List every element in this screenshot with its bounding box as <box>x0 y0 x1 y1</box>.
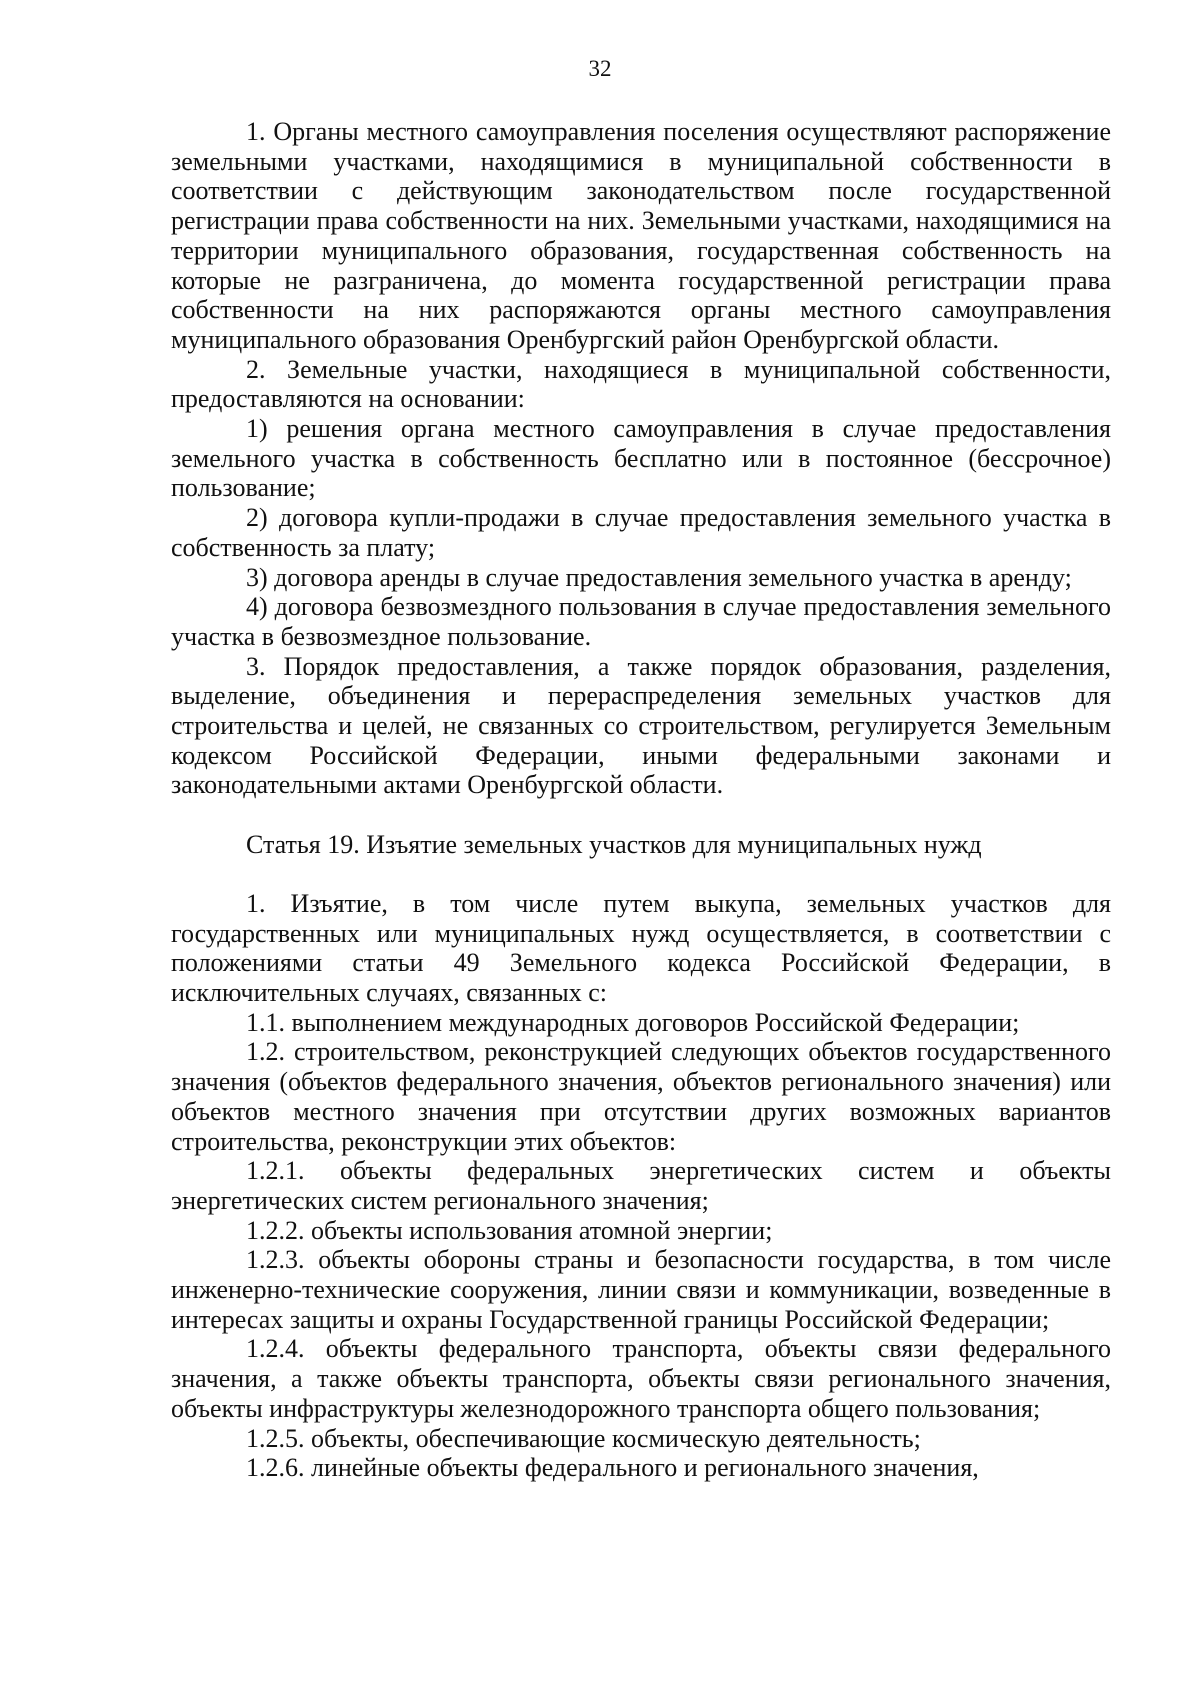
item-1-2-5: 1.2.5. объекты, обеспечивающие космическую деятельность; <box>246 1423 921 1453</box>
page-number: 32 <box>588 56 612 81</box>
list-item-2-sale-contract: 2) договора купли-продажи в случае предоставления земельного участка в собственность за плату; <box>171 503 1111 562</box>
item-1-2-4: 1.2.4. объекты федерального транспорта, объекты связи федерального значения, а также объекты транспорта, объекты связи регионального значения, объекты инфраструктуры железнодорожного транспорта общего пользования; <box>171 1334 1111 1423</box>
list-item-4-free-use-contract: 4) договора безвозмездного пользования в случае предоставления земельного участка в безвозмездное пользование. <box>171 592 1111 651</box>
item-1-2: 1.2. строительством, реконструкцией следующих объектов государственного значения (объектов федерального значения, объектов регионального значения) или объектов местного значения при отсутствии других возможных вариантов строительства, реконструкции этих объектов: <box>171 1037 1111 1156</box>
paragraph-seizure: 1. Изъятие, в том числе путем выкупа, земельных участков для государственных или муниципальных нужд осуществляется, в соответствии с положениями статьи 49 Земельного кодекса Российской Федерации, в исключительных случаях, связанных с: <box>171 888 1111 1007</box>
item-1-1: 1.1. выполнением международных договоров Российской Федерации; <box>246 1007 1020 1037</box>
paragraph-1-organs-disposal: 1. Органы местного самоуправления поселения осуществляют распоряжение земельными участками, находящимися в муниципальной собственности в соответствии с действующим законодательством после государственной регистрации права собственности на них. Земельными участками, находящимися на территории муниципального образования, государственная собственность на которые не разграничена, до момента государственной регистрации права собственности на них распоряжаются органы местного самоуправления муниципального образования Оренбургский район Оренбургской области. <box>171 117 1111 354</box>
item-1-2-1: 1.2.1. объекты федеральных энергетических систем и объекты энергетических систем регионального значения; <box>171 1156 1111 1215</box>
item-1-2-2: 1.2.2. объекты использования атомной энергии; <box>246 1215 773 1245</box>
paragraph-2-grounds: 2. Земельные участки, находящиеся в муниципальной собственности, предоставляются на основании: <box>171 354 1111 414</box>
document-body <box>171 117 1111 1483</box>
paragraph-3-procedure: 3. Порядок предоставления, а также порядок образования, разделения, выделение, объединения и перераспределения земельных участков для строительства и целей, не связанных со строительством, регулируется Земельным кодексом Российской Федерации, иными федеральными законами и законодательными актами Оренбургской области. <box>171 651 1111 800</box>
article-heading: Статья 19. Изъятие земельных участков для муниципальных нужд <box>246 830 982 860</box>
item-1-2-3: 1.2.3. объекты обороны страны и безопасности государства, в том числе инженерно-технические сооружения, линии связи и коммуникации, возведенные в интересах защиты и охраны Государственной границы Российской Федерации; <box>171 1245 1111 1334</box>
item-1-2-6: 1.2.6. линейные объекты федерального и регионального значения, <box>246 1453 979 1483</box>
list-item-1-decision: 1) решения органа местного самоуправления в случае предоставления земельного участка в собственность бесплатно или в постоянное (бессрочное) пользование; <box>171 414 1111 503</box>
list-item-3-lease-contract: 3) договора аренды в случае предоставления земельного участка в аренду; <box>246 562 1072 592</box>
